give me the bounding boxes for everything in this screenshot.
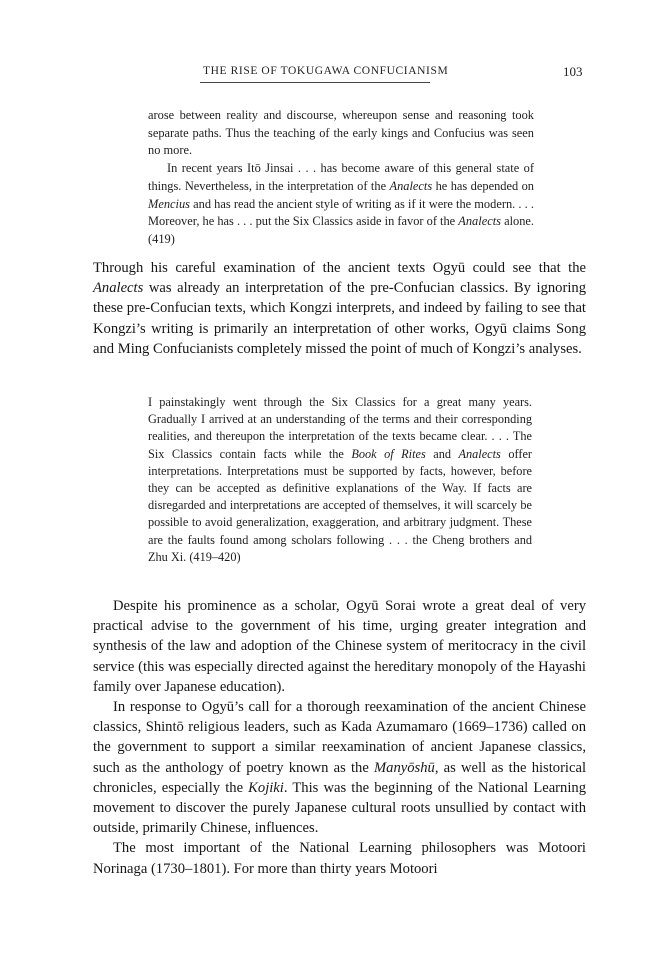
page-number: 103 [563,64,583,79]
italic-title-book-of-rites: Book of Rites [351,446,426,461]
block-quote-1-paragraph-1: arose between reality and discourse, whereupon sense and reasoning took separate paths. Thus the teaching of the early kings and Confucius was seen no more. [148,108,534,158]
block-quote-2 [148,394,532,566]
italic-title-analects: Analects [389,178,433,193]
body-text-segment: Through his careful examination of the ancient texts Ogyū could see that the [93,260,586,276]
italic-title-kojiki: Kojiki [248,779,284,796]
body-paragraph-2: Despite his prominence as a scholar, Ogyū Sorai wrote a great deal of very practical advise to the government of his time, urging greater integration and synthesis of the law and adoption of the Chinese system of meritocracy in the civil service (this was especially directed against the hereditary monopoly of the Hayashi family over Japanese education). [93,598,586,695]
body-paragraph-3 [93,697,586,838]
body-section-2 [93,596,586,879]
block-quote-1-paragraph-2 [148,160,534,249]
quote-1-text-segment: he has depended on [432,178,534,193]
block-quote-1 [148,107,534,249]
body-paragraph-1 [93,258,586,359]
quote-2-text-segment: and [425,446,459,461]
italic-title-analects: Analects [458,214,501,229]
body-text-segment: In response to Ogyū’s call for a thorough reexamination of the ancient Chinese classics, Shintō religious leaders, such as Kada Azumamaro (1669–1736) called on the government to support a similar reexamination of ancient Japanese classics, such as the anthology of poetry known as the [93,699,586,776]
quote-1-text-segment: and has read the ancient style of writing as if it were the modern. . . . Moreover, he has . . . put the Six Classics aside in favor of the [148,196,534,229]
quote-1-text-segment: In recent years Itō Jinsai . . . has become aware of this general state of things. Nevertheless, in the interpretation of the [148,161,534,193]
italic-title-mencius: Mencius [148,196,190,211]
body-paragraph-4: The most important of the National Learning philosophers was Motoori Norinaga (1730–1801). For more than thirty years Motoori [93,840,586,877]
body-text-segment: , as well as the historical chronicles, especially the [93,759,587,796]
body-text-segment: . This was the beginning of the National Learning movement to discover the purely Japanese cultural roots unsullied by contact with outside, primarily Chinese, influences. [93,779,586,837]
body-text-segment: was already an interpretation of the pre-Confucian classics. By ignoring these pre-Confucian texts, which Kongzi interprets, and indeed by failing to see that Kongzi’s writing is primarily an interpretation of other works, Ogyū claims Song and Ming Confucianists completely missed the point of much of Kongzi’s analyses. [93,280,586,357]
italic-title-manyoshu: Manyōshū [374,759,435,776]
italic-title-analects: Analects [93,280,144,297]
quote-2-text-segment: I painstakingly went through the Six Classics for a great many years. Gradually I arrived at an understanding of the terms and their corresponding realities, and thereupon the interpretation of the texts became clear. . . . The Six Classics contain facts while the [148,395,532,461]
running-head: THE RISE OF TOKUGAWA CONFUCIANISM [203,65,449,77]
quote-2-text-segment: offer interpretations. Interpretations must be supported by facts, however, before they can be accepted as definitive explanations of the Way. If facts are disregarded and interpretations are accepted of themselves, it will scarcely be possible to avoid generalization, exaggeration, and arbitrary judgment. These are the faults found among scholars following . . . the Cheng brothers and Zhu Xi. (419–420) [148,446,532,564]
quote-1-text-segment: alone. (419) [148,214,534,246]
italic-title-analects: Analects [458,446,501,461]
header-rule [200,82,430,83]
